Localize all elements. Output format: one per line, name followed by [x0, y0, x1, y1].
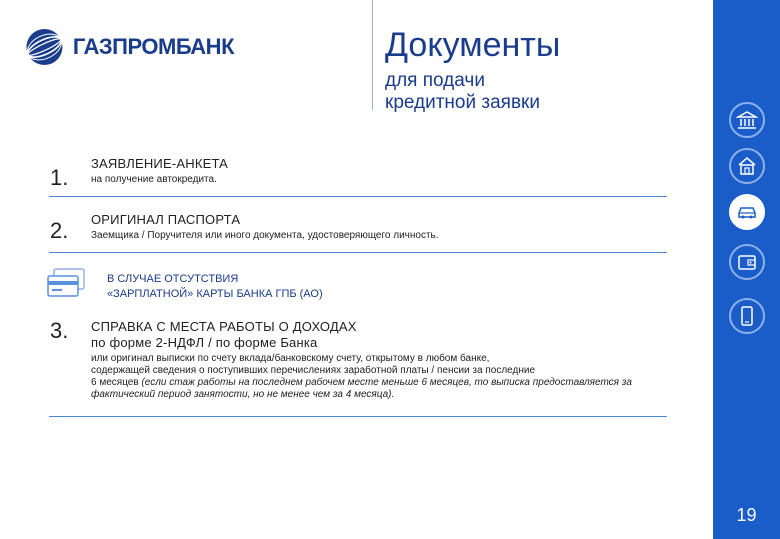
note-line-1: В СЛУЧАЕ ОТСУТСТВИЯ: [107, 273, 239, 285]
page-title: Документы: [385, 26, 561, 64]
item-1-description: на получение автокредита.: [91, 174, 217, 185]
bank-icon-glyph: [736, 109, 758, 131]
phone-icon-glyph: [736, 305, 758, 327]
wallet-icon-glyph: [736, 251, 758, 273]
item-3-subtitle: по форме 2-НДФЛ / по форме Банка: [91, 335, 318, 350]
phone-icon[interactable]: [729, 298, 765, 334]
page-number: 19: [736, 505, 757, 525]
car-icon[interactable]: [729, 194, 765, 230]
item-3-desc-line-3-plain: 6 месяцев: [91, 377, 142, 388]
item-2-description: Заемщика / Поручителя или иного документа, удостоверяющего личность.: [91, 230, 439, 241]
subtitle-line-2: кредитной заявки: [385, 92, 540, 113]
item-1-number: 1.: [50, 165, 69, 190]
car-icon-glyph: [736, 201, 758, 223]
header-divider: [372, 0, 373, 110]
globe-logo-icon: [24, 22, 65, 72]
item-3-divider: [49, 416, 667, 417]
item-3-desc-line-2: содержащей сведения о поступивших перечислениях заработной платы / пенсии за последние: [91, 365, 536, 376]
house-icon-glyph: [736, 155, 758, 177]
item-3-title: СПРАВКА С МЕСТА РАБОТЫ О ДОХОДАХ: [91, 319, 357, 334]
wallet-icon[interactable]: [729, 244, 765, 280]
item-1-title: ЗАЯВЛЕНИЕ-АНКЕТА: [91, 156, 229, 171]
item-2-title: ОРИГИНАЛ ПАСПОРТА: [91, 212, 241, 227]
item-3-desc-line-4: фактический период занятости, но не менее чем за 4 месяца).: [91, 389, 395, 400]
item-3-description: [91, 353, 691, 401]
item-2-divider: [49, 252, 667, 253]
item-3-desc-line-1: или оригинал выписки по счету вклада/банковскому счету, открытому в любом банке,: [91, 353, 490, 364]
item-2-number: 2.: [50, 218, 69, 243]
note-line-2: «ЗАРПЛАТНОЙ» КАРТЫ БАНКА ГПБ (АО): [107, 288, 323, 300]
item-3-desc-line-3-italic: (если стаж работы на последнем рабочем месте меньше 6 месяцев, то выписка предоставляется за: [141, 377, 632, 388]
item-1-divider: [49, 196, 667, 197]
cards-icon: [46, 268, 86, 298]
item-3-number: 3.: [50, 318, 69, 343]
house-icon[interactable]: [729, 148, 765, 184]
item-3-desc-line-3: [91, 377, 691, 389]
subtitle-line-1: для подачи: [385, 70, 485, 91]
gazprombank-logo: [24, 22, 234, 72]
page-subtitle: [385, 70, 685, 114]
note-no-salary-card: [107, 272, 427, 302]
bank-icon[interactable]: [729, 102, 765, 138]
logo-text: ГАЗПРОМБАНК: [72, 34, 234, 59]
